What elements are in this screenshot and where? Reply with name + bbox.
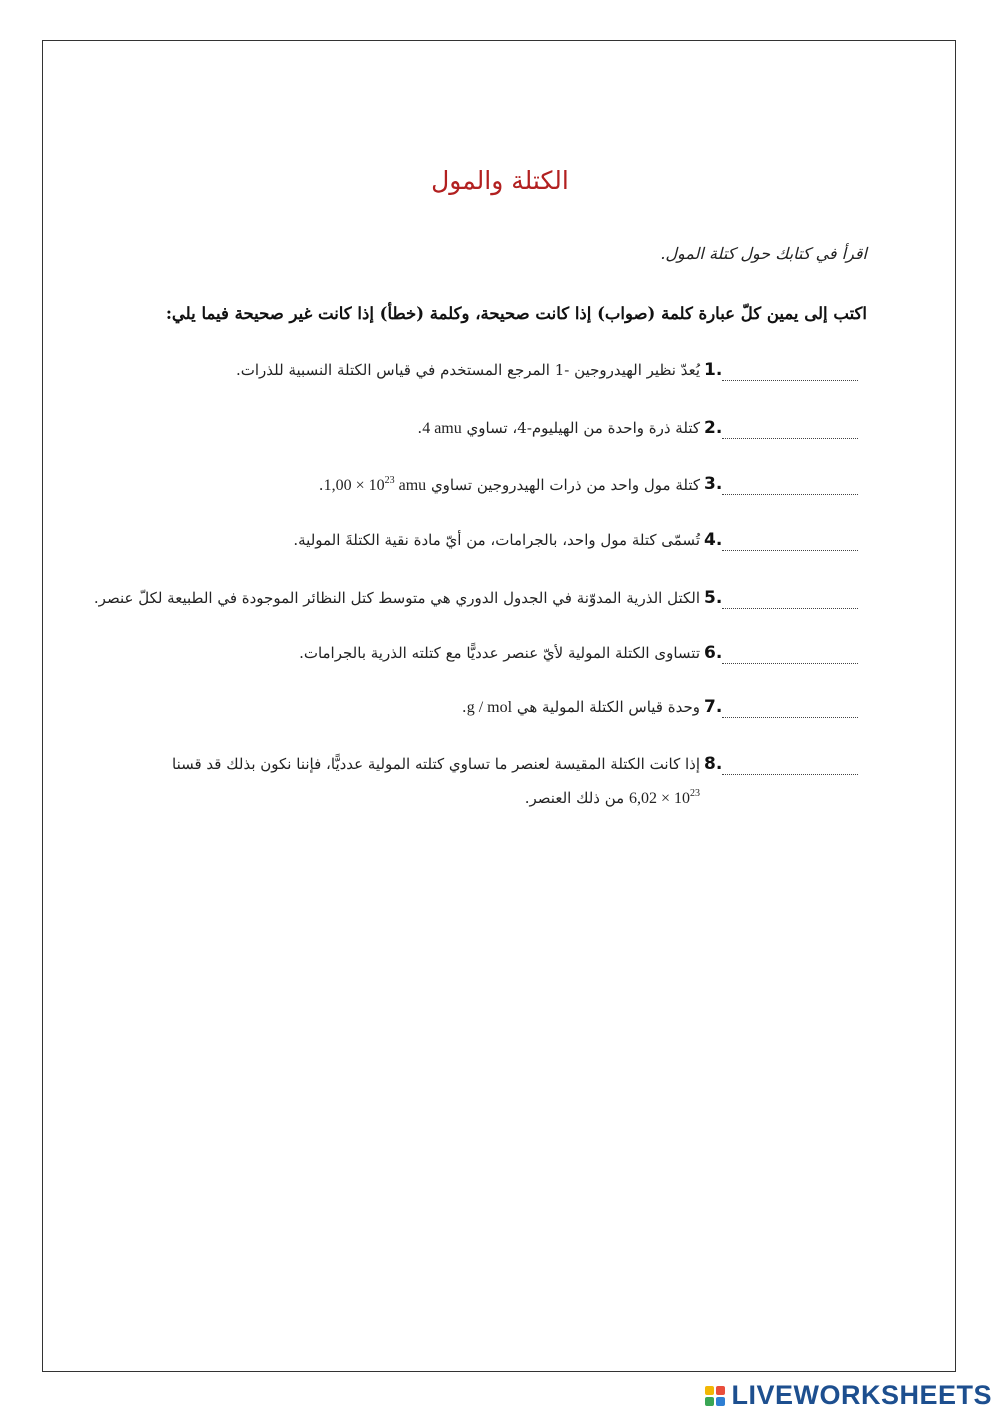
liveworksheets-logo [705, 1380, 992, 1411]
question-text-line2: $6,02 \times 10^{23}$ من ذلك العنصر. [524, 788, 700, 807]
brand-name: LIVEWORKSHEETS [731, 1380, 992, 1410]
question-number: 3. [704, 474, 723, 494]
question-number: 2. [704, 418, 723, 438]
answer-blank-1[interactable] [722, 380, 858, 381]
page-title: الكتلة والمول [431, 166, 569, 195]
instruction-text: اكتب إلى يمين كلّ عبارة كلمة (صواب) إذا كانت صحيحة، وكلمة (خطأ) إذا كانت غير صحيحة فيما يلي: [165, 304, 867, 323]
question-text: تتساوى الكتلة المولية لأيّ عنصر عدديًّا مع كتلته الذرية بالجرامات. [299, 644, 700, 662]
question-number: 4. [704, 530, 723, 550]
answer-blank-7[interactable] [722, 717, 858, 718]
answer-blank-3[interactable] [722, 494, 858, 495]
math-value: $6,02 \times 10^{23}$ [628, 788, 700, 807]
answer-blank-8[interactable] [722, 774, 858, 775]
question-text: إذا كانت الكتلة المقيسة لعنصر ما تساوي كتلته المولية عدديًّا، فإننا نكون بذلك قد قسنا [172, 755, 700, 773]
question-number: 1. [704, 360, 723, 380]
question-item-8 [0, 754, 1000, 834]
math-value: 4 amu [422, 420, 462, 437]
question-text: كتلة مول واحد من ذرات الهيدروجين تساوي $1,00 \times 10^{23}$ amu. [318, 475, 700, 494]
question-item-4 [0, 530, 1000, 570]
question-number: 8. [704, 754, 723, 774]
question-number: 7. [704, 697, 723, 717]
answer-blank-2[interactable] [722, 438, 858, 439]
question-item-6 [0, 643, 1000, 683]
question-text: وحدة قياس الكتلة المولية هي g / mol. [461, 698, 700, 716]
math-value: g / mol [466, 699, 513, 716]
answer-blank-4[interactable] [722, 550, 858, 551]
intro-text: اقرأ في كتابك حول كتلة المول. [660, 244, 867, 263]
question-item-1 [0, 360, 1000, 400]
math-value: $1,00 \times 10^{23}$ amu [323, 475, 427, 494]
answer-blank-5[interactable] [722, 608, 858, 609]
answer-blank-6[interactable] [722, 663, 858, 664]
question-item-7 [0, 697, 1000, 737]
question-item-5 [0, 588, 1000, 628]
question-text: الكتل الذرية المدوّنة في الجدول الدوري هي متوسط كتل النظائر الموجودة في الطبيعة لكلّ عنصر. [93, 589, 700, 607]
question-number: 5. [704, 588, 723, 608]
question-item-2 [0, 418, 1000, 458]
question-item-3 [0, 474, 1000, 514]
logo-squares-icon [705, 1386, 725, 1406]
question-text: تُسمّى كتلة مول واحد، بالجرامات، من أيّ مادة نقية الكتلةَ المولية. [293, 531, 700, 549]
question-number: 6. [704, 643, 723, 663]
question-text: كتلة ذرة واحدة من الهيليوم-4، تساوي 4 amu. [417, 419, 700, 437]
question-text: يُعدّ نظير الهيدروجين -1 المرجع المستخدم في قياس الكتلة النسبية للذرات. [236, 361, 700, 379]
